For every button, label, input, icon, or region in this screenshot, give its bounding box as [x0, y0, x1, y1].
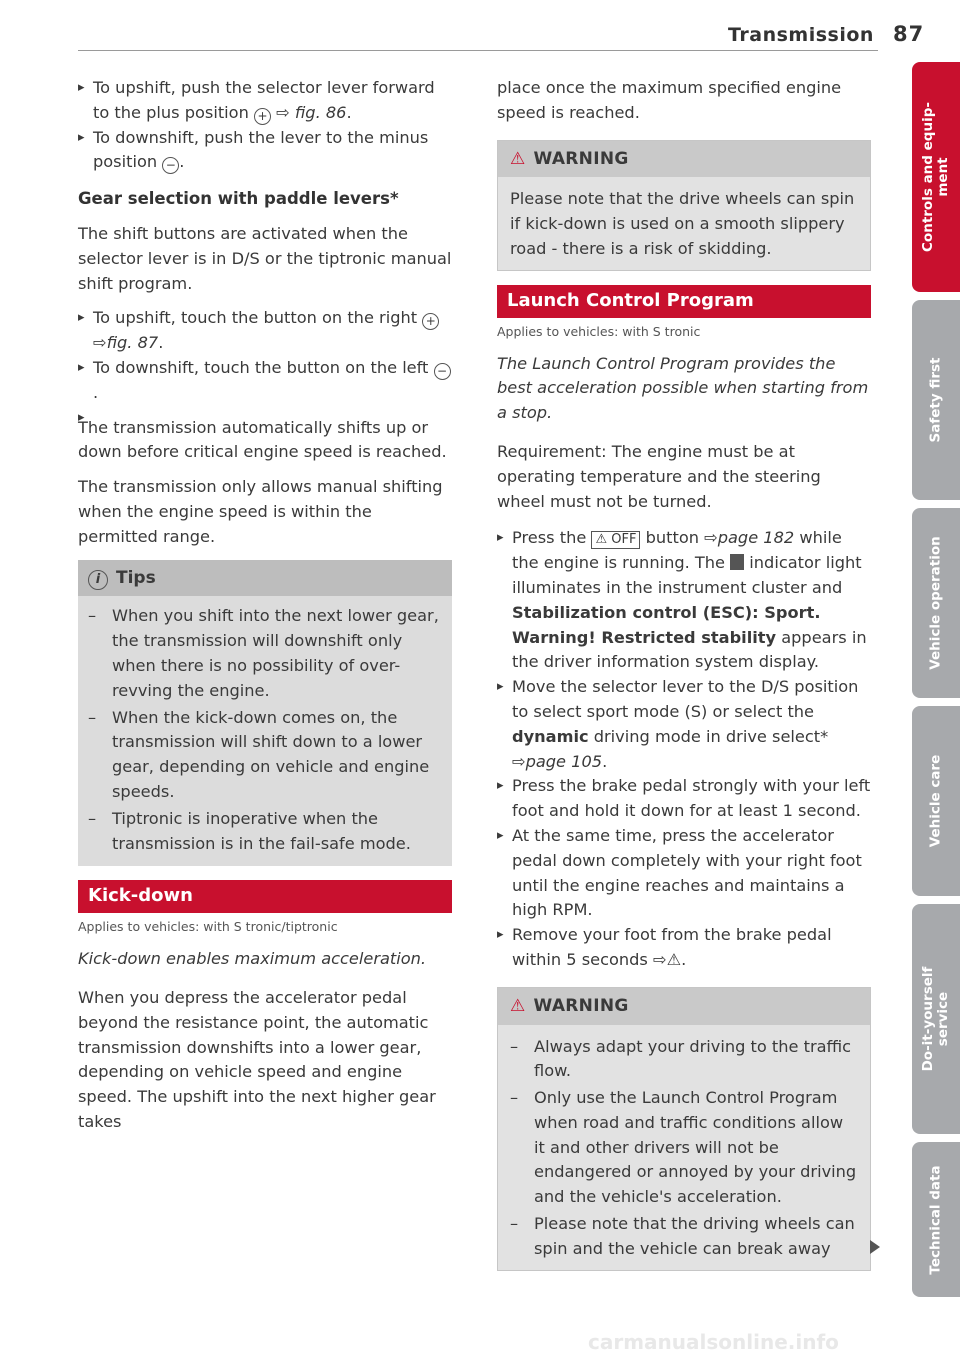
kickdown-applies: Applies to vehicles: with S tronic/tiptronic: [78, 919, 338, 935]
launch-step-1: ▸ Press the ⚠ OFF button ⇨page 182 while the engine is running. The indicator light illuminates in the instrument cluster and Stabilization control (ESC): Sport. Warning! Restricted stability appears in the driver information system display.: [497, 526, 871, 675]
tips-header: i Tips: [78, 560, 452, 597]
fig-87-link[interactable]: fig. 87: [106, 333, 159, 353]
warning-header: ⚠ WARNING: [498, 988, 870, 1025]
esc-off-button-label: ⚠ OFF: [591, 531, 640, 549]
launch-applies: Applies to vehicles: with S tronic: [497, 323, 701, 339]
page-header: [78, 22, 930, 52]
kickdown-text: When you depress the accelerator pedal beyond the resistance point, the automatic transmission downshifts into a lower gear, depending on vehicle speed and engine speed. The upshift into the next higher gear takes: [78, 987, 436, 1131]
manual-shift-text: The transmission only allows manual shifting when the engine speed is within the permitted range.: [78, 477, 443, 546]
tip-item: – When the kick-down comes on, the transmission will shift down to a lower gear, depending on vehicle and engine speeds.: [88, 706, 442, 805]
kickdown-title: Kick-down: [78, 880, 452, 913]
chapter-title: Transmission: [728, 24, 874, 46]
tip-item: – Tiptronic is inoperative when the transmission is in the fail-safe mode.: [88, 807, 442, 857]
launch-step-2: ▸ Move the selector lever to the D/S position to select sport mode (S) or select the dynamic driving mode in drive select* ⇨page 105.: [497, 675, 871, 774]
fig-86-link[interactable]: fig. 86: [294, 102, 347, 122]
continued-arrow-icon: [870, 1240, 880, 1254]
plus-icon: +: [254, 108, 271, 125]
launch-step-4: ▸ At the same time, press the accelerator pedal down completely with your right foot until the engine reaches and maintains a high RPM.: [497, 824, 871, 923]
upshift-bullet: ▸ To upshift, push the selector lever forward to the plus position + ⇨ fig. 86.: [78, 76, 452, 126]
info-icon: i: [88, 570, 108, 590]
minus-icon: −: [162, 157, 179, 174]
left-column: [78, 76, 452, 1145]
paddle-heading: Gear selection with paddle levers*: [78, 189, 399, 209]
watermark: carmanualsonline.info: [588, 1330, 839, 1354]
warning-box-launch: [497, 987, 871, 1271]
tips-body: [78, 596, 452, 866]
warning-item: – Only use the Launch Control Program when road and traffic conditions allow it and other drivers will not be endangered or annoyed by your driving and the vehicle's acceleration.: [510, 1086, 858, 1210]
continued-text: place once the maximum specified engine speed is reached.: [497, 78, 842, 122]
paddle-downshift-bullet: ▸ To downshift, touch the button on the left −.: [78, 356, 452, 406]
tab-do-it-yourself[interactable]: Do-it-yourself service: [912, 904, 960, 1134]
esc-indicator-icon: [730, 554, 744, 570]
tab-safety-first[interactable]: Safety first: [912, 300, 960, 500]
warning-triangle-icon: ⚠: [510, 148, 526, 169]
launch-step-5: ▸ Remove your foot from the brake pedal within 5 seconds ⇨⚠.: [497, 923, 871, 973]
side-tabs: [912, 0, 960, 1361]
warning-item: – Please note that the driving wheels can spin and the vehicle can break away: [510, 1212, 858, 1262]
launch-requirement: Requirement: The engine must be at operating temperature and the steering wheel must not be turned.: [497, 441, 821, 511]
page-105-link[interactable]: page 105: [525, 751, 603, 771]
warning-box-kickdown: [497, 140, 871, 271]
right-column: [497, 76, 871, 1283]
warning-ref-icon[interactable]: ⚠: [666, 949, 682, 969]
paddle-text: The shift buttons are activated when the selector lever is in D/S or the tiptronic manual shift program.: [78, 223, 452, 293]
paddle-upshift-bullet: ▸ To upshift, touch the button on the right + ⇨fig. 87.: [78, 306, 452, 356]
tips-box: [78, 560, 452, 867]
tip-item: – When you shift into the next lower gear, the transmission will downshift only when there is no possibility of over-revving the engine.: [88, 604, 442, 703]
launch-control-title: Launch Control Program: [497, 285, 871, 318]
page-number: 87: [893, 22, 925, 46]
launch-step-3: ▸ Press the brake pedal strongly with your left foot and hold it down for at least 1 second.: [497, 774, 871, 824]
kickdown-intro: Kick-down enables maximum acceleration.: [78, 949, 427, 969]
launch-intro: The Launch Control Program provides the best acceleration possible when starting from a stop.: [497, 353, 869, 423]
plus-icon: +: [422, 313, 439, 330]
tab-technical-data[interactable]: Technical data: [912, 1142, 960, 1297]
warning-body: Please note that the drive wheels can spin if kick-down is used on a smooth slippery road - there is a risk of skidding.: [498, 177, 870, 269]
downshift-bullet: ▸ To downshift, push the lever to the minus position − .: [78, 126, 452, 176]
header-rule: [78, 50, 878, 51]
tab-controls-equipment[interactable]: Controls and equip- ment: [912, 62, 960, 292]
warning-body: [498, 1025, 870, 1270]
tab-vehicle-care[interactable]: Vehicle care: [912, 706, 960, 896]
warning-header: ⚠ WARNING: [498, 141, 870, 178]
tab-vehicle-operation[interactable]: Vehicle operation: [912, 508, 960, 698]
auto-shift-text: The transmission automatically shifts up or down before critical engine speed is reached.: [78, 417, 447, 462]
warning-triangle-icon: ⚠: [510, 995, 526, 1016]
warning-item: – Always adapt your driving to the traffic flow.: [510, 1035, 858, 1085]
page-182-link[interactable]: page 182: [717, 528, 795, 548]
minus-icon: −: [434, 363, 451, 380]
